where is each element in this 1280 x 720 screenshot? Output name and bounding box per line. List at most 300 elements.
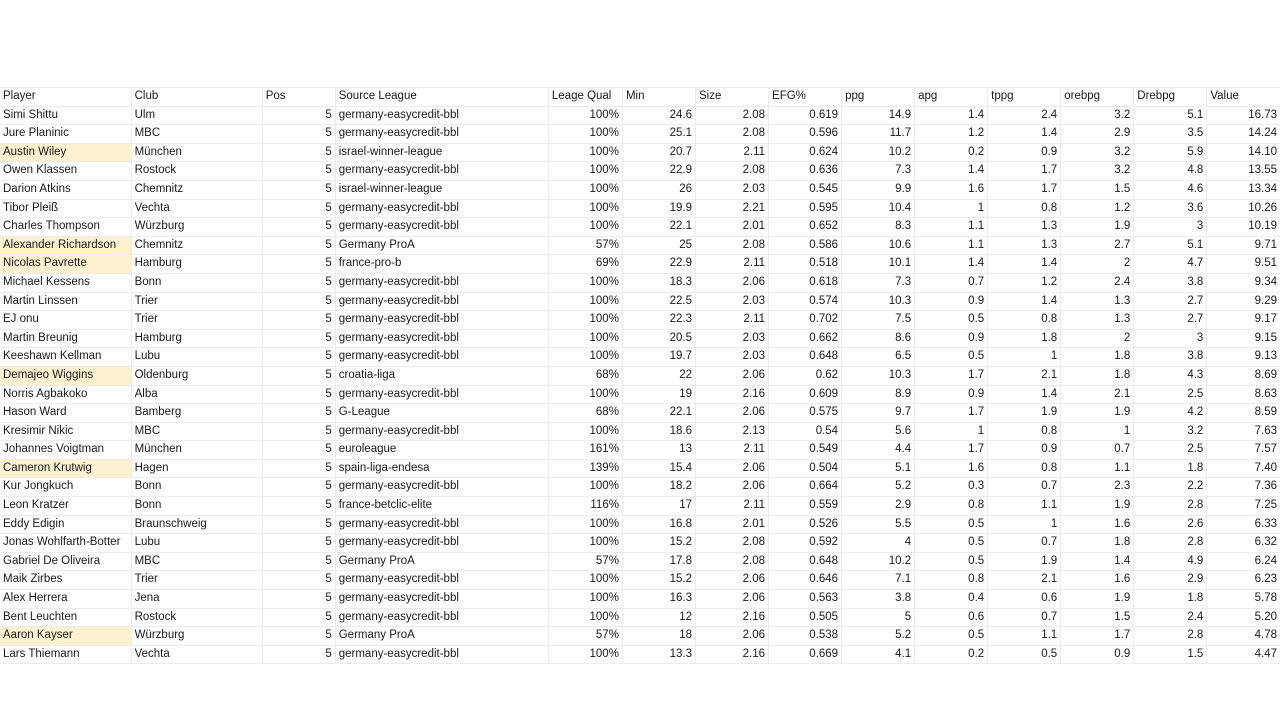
table-cell[interactable]: 0.8 — [988, 459, 1061, 478]
table-cell[interactable]: 0.9 — [1061, 645, 1134, 664]
table-cell[interactable]: Alba — [131, 385, 262, 404]
table-cell[interactable]: 2.9 — [842, 497, 915, 516]
table-cell[interactable]: 4.4 — [842, 441, 915, 460]
table-cell[interactable]: 1.7 — [988, 162, 1061, 181]
table-cell[interactable]: 0.7 — [988, 478, 1061, 497]
table-cell[interactable]: 1.3 — [988, 236, 1061, 255]
table-cell[interactable]: 2.7 — [1061, 236, 1134, 255]
player-name-cell[interactable]: Lars Thiemann — [0, 645, 131, 664]
table-cell[interactable]: 10.3 — [842, 292, 915, 311]
table-cell[interactable]: Bonn — [131, 273, 262, 292]
table-cell[interactable]: 4.78 — [1207, 627, 1280, 646]
table-cell[interactable]: 2.01 — [695, 218, 768, 237]
column-header[interactable]: Pos — [262, 88, 335, 107]
table-cell[interactable]: 5 — [262, 534, 335, 553]
player-name-cell[interactable]: Johannes Voigtman — [0, 441, 131, 460]
table-cell[interactable]: 8.63 — [1207, 385, 1280, 404]
table-cell[interactable]: 5.78 — [1207, 590, 1280, 609]
table-cell[interactable]: 5 — [262, 404, 335, 423]
table-cell[interactable]: 19.7 — [622, 348, 695, 367]
player-name-cell[interactable]: Maik Zirbes — [0, 571, 131, 590]
table-cell[interactable]: euroleague — [335, 441, 548, 460]
table-cell[interactable]: 22.5 — [622, 292, 695, 311]
table-cell[interactable]: 16.3 — [622, 590, 695, 609]
table-cell[interactable]: 9.7 — [842, 404, 915, 423]
table-cell[interactable]: 7.3 — [842, 162, 915, 181]
table-cell[interactable]: 68% — [548, 404, 622, 423]
table-cell[interactable]: 2.9 — [1061, 125, 1134, 144]
table-cell[interactable]: 5.1 — [842, 459, 915, 478]
table-cell[interactable]: 3.2 — [1061, 106, 1134, 125]
table-cell[interactable]: germany-easycredit-bbl — [335, 608, 548, 627]
table-cell[interactable]: Braunschweig — [131, 515, 262, 534]
table-cell[interactable]: 0.505 — [769, 608, 842, 627]
table-cell[interactable]: 1.4 — [988, 292, 1061, 311]
table-cell[interactable]: 10.1 — [842, 255, 915, 274]
table-cell[interactable]: 4.6 — [1134, 180, 1207, 199]
table-cell[interactable]: 0.4 — [915, 590, 988, 609]
table-cell[interactable]: 5 — [262, 627, 335, 646]
column-header[interactable]: apg — [915, 88, 988, 107]
table-cell[interactable]: 139% — [548, 459, 622, 478]
player-name-cell[interactable]: Martin Breunig — [0, 329, 131, 348]
table-cell[interactable]: 2.08 — [695, 552, 768, 571]
table-cell[interactable]: 3.2 — [1061, 162, 1134, 181]
table-cell[interactable]: 5 — [262, 236, 335, 255]
table-cell[interactable]: 19 — [622, 385, 695, 404]
table-cell[interactable]: 0.575 — [769, 404, 842, 423]
table-cell[interactable]: 5 — [262, 218, 335, 237]
table-cell[interactable]: 22.3 — [622, 311, 695, 330]
table-cell[interactable]: Würzburg — [131, 627, 262, 646]
table-cell[interactable]: 9.13 — [1207, 348, 1280, 367]
table-cell[interactable]: 13.55 — [1207, 162, 1280, 181]
player-name-cell[interactable]: Norris Agbakoko — [0, 385, 131, 404]
table-cell[interactable]: 2.6 — [1134, 515, 1207, 534]
table-cell[interactable]: 1.3 — [988, 218, 1061, 237]
table-cell[interactable]: 5 — [262, 422, 335, 441]
table-cell[interactable]: germany-easycredit-bbl — [335, 311, 548, 330]
table-cell[interactable]: 1.4 — [915, 255, 988, 274]
table-cell[interactable]: 0.9 — [988, 143, 1061, 162]
table-cell[interactable]: 1.4 — [1061, 552, 1134, 571]
table-cell[interactable]: 5 — [262, 515, 335, 534]
table-cell[interactable]: 9.17 — [1207, 311, 1280, 330]
table-cell[interactable]: 100% — [548, 348, 622, 367]
column-header[interactable]: Drebpg — [1134, 88, 1207, 107]
player-name-cell[interactable]: Demajeo Wiggins — [0, 366, 131, 385]
table-cell[interactable]: 0.9 — [915, 292, 988, 311]
table-cell[interactable]: Germany ProA — [335, 236, 548, 255]
table-cell[interactable]: 17 — [622, 497, 695, 516]
table-cell[interactable]: 5 — [262, 125, 335, 144]
table-cell[interactable]: 1.8 — [988, 329, 1061, 348]
table-cell[interactable]: germany-easycredit-bbl — [335, 515, 548, 534]
table-cell[interactable]: 8.69 — [1207, 366, 1280, 385]
table-cell[interactable]: 0.595 — [769, 199, 842, 218]
table-cell[interactable]: 2.21 — [695, 199, 768, 218]
table-cell[interactable]: 0.9 — [988, 441, 1061, 460]
table-cell[interactable]: Trier — [131, 311, 262, 330]
table-cell[interactable]: 161% — [548, 441, 622, 460]
table-cell[interactable]: 2.06 — [695, 459, 768, 478]
table-cell[interactable]: 5.9 — [1134, 143, 1207, 162]
table-cell[interactable]: germany-easycredit-bbl — [335, 329, 548, 348]
table-cell[interactable]: 2.8 — [1134, 497, 1207, 516]
table-cell[interactable]: 1.4 — [988, 385, 1061, 404]
table-cell[interactable]: 1.2 — [1061, 199, 1134, 218]
table-cell[interactable]: 3.5 — [1134, 125, 1207, 144]
table-cell[interactable]: 5 — [262, 329, 335, 348]
table-cell[interactable]: 17.8 — [622, 552, 695, 571]
table-cell[interactable]: 0.54 — [769, 422, 842, 441]
column-header[interactable]: EFG% — [769, 88, 842, 107]
table-cell[interactable]: 2.03 — [695, 292, 768, 311]
table-cell[interactable]: 2.4 — [988, 106, 1061, 125]
table-cell[interactable]: 0.5 — [915, 534, 988, 553]
table-cell[interactable]: 4.9 — [1134, 552, 1207, 571]
table-cell[interactable]: 5 — [262, 180, 335, 199]
table-cell[interactable]: MBC — [131, 125, 262, 144]
table-cell[interactable]: 100% — [548, 608, 622, 627]
table-cell[interactable]: 7.36 — [1207, 478, 1280, 497]
table-cell[interactable]: 1.7 — [915, 404, 988, 423]
table-cell[interactable]: 1.3 — [1061, 311, 1134, 330]
table-cell[interactable]: Lubu — [131, 534, 262, 553]
table-cell[interactable]: Chemnitz — [131, 180, 262, 199]
table-cell[interactable]: 100% — [548, 218, 622, 237]
table-cell[interactable]: 2.4 — [1061, 273, 1134, 292]
table-cell[interactable]: 5 — [262, 552, 335, 571]
table-cell[interactable]: 15.2 — [622, 571, 695, 590]
table-cell[interactable]: 2.06 — [695, 478, 768, 497]
table-cell[interactable]: 2.5 — [1134, 385, 1207, 404]
table-cell[interactable]: 2.06 — [695, 273, 768, 292]
table-cell[interactable]: 14.9 — [842, 106, 915, 125]
table-cell[interactable]: 2.11 — [695, 143, 768, 162]
table-cell[interactable]: Ulm — [131, 106, 262, 125]
table-cell[interactable]: 2 — [1061, 255, 1134, 274]
table-cell[interactable]: 0.3 — [915, 478, 988, 497]
table-cell[interactable]: 1.2 — [988, 273, 1061, 292]
table-cell[interactable]: 1.5 — [1061, 608, 1134, 627]
table-cell[interactable]: 2.8 — [1134, 627, 1207, 646]
table-cell[interactable]: Vechta — [131, 199, 262, 218]
table-cell[interactable]: 1.1 — [988, 497, 1061, 516]
table-cell[interactable]: 100% — [548, 478, 622, 497]
table-cell[interactable]: 1.8 — [1134, 590, 1207, 609]
table-cell[interactable]: 25.1 — [622, 125, 695, 144]
player-name-cell[interactable]: Darion Atkins — [0, 180, 131, 199]
table-cell[interactable]: germany-easycredit-bbl — [335, 292, 548, 311]
table-cell[interactable]: 0.7 — [988, 534, 1061, 553]
table-cell[interactable]: 100% — [548, 534, 622, 553]
table-cell[interactable]: 3.2 — [1061, 143, 1134, 162]
table-cell[interactable]: france-betclic-elite — [335, 497, 548, 516]
table-cell[interactable]: 4.7 — [1134, 255, 1207, 274]
table-cell[interactable]: 18.2 — [622, 478, 695, 497]
table-cell[interactable]: 2.03 — [695, 348, 768, 367]
table-cell[interactable]: 100% — [548, 143, 622, 162]
table-cell[interactable]: 14.10 — [1207, 143, 1280, 162]
table-cell[interactable]: 5 — [262, 199, 335, 218]
table-cell[interactable]: 2.4 — [1134, 608, 1207, 627]
table-cell[interactable]: 2.06 — [695, 590, 768, 609]
table-cell[interactable]: 1.8 — [1134, 459, 1207, 478]
table-cell[interactable]: 7.1 — [842, 571, 915, 590]
player-name-cell[interactable]: Tibor Pleiß — [0, 199, 131, 218]
table-cell[interactable]: 0.549 — [769, 441, 842, 460]
column-header[interactable]: tppg — [988, 88, 1061, 107]
table-cell[interactable]: 2.3 — [1061, 478, 1134, 497]
table-cell[interactable]: 5 — [262, 497, 335, 516]
table-cell[interactable]: 2.06 — [695, 627, 768, 646]
table-cell[interactable]: 5 — [262, 143, 335, 162]
table-cell[interactable]: 26 — [622, 180, 695, 199]
table-cell[interactable]: 20.5 — [622, 329, 695, 348]
table-cell[interactable]: 3 — [1134, 218, 1207, 237]
table-cell[interactable]: München — [131, 441, 262, 460]
table-cell[interactable]: 6.23 — [1207, 571, 1280, 590]
table-cell[interactable]: germany-easycredit-bbl — [335, 199, 548, 218]
table-cell[interactable]: 0.586 — [769, 236, 842, 255]
table-cell[interactable]: 0.2 — [915, 143, 988, 162]
table-cell[interactable]: germany-easycredit-bbl — [335, 534, 548, 553]
table-cell[interactable]: 2.03 — [695, 329, 768, 348]
table-cell[interactable]: 116% — [548, 497, 622, 516]
table-cell[interactable]: 5.2 — [842, 627, 915, 646]
column-header[interactable]: ppg — [842, 88, 915, 107]
table-cell[interactable]: 0.526 — [769, 515, 842, 534]
table-cell[interactable]: 2.06 — [695, 366, 768, 385]
table-cell[interactable]: Trier — [131, 571, 262, 590]
table-cell[interactable]: 0.559 — [769, 497, 842, 516]
table-cell[interactable]: Bonn — [131, 497, 262, 516]
table-cell[interactable]: 8.59 — [1207, 404, 1280, 423]
table-cell[interactable]: 7.57 — [1207, 441, 1280, 460]
player-name-cell[interactable]: Simi Shittu — [0, 106, 131, 125]
table-cell[interactable]: 0.9 — [915, 385, 988, 404]
table-cell[interactable]: 2.08 — [695, 236, 768, 255]
table-cell[interactable]: 22.1 — [622, 404, 695, 423]
table-cell[interactable]: 1.6 — [1061, 515, 1134, 534]
table-cell[interactable]: 3.6 — [1134, 199, 1207, 218]
table-cell[interactable]: 0.6 — [915, 608, 988, 627]
table-cell[interactable]: 1.1 — [988, 627, 1061, 646]
table-cell[interactable]: 1.1 — [915, 236, 988, 255]
table-cell[interactable]: 1.7 — [1061, 627, 1134, 646]
player-name-cell[interactable]: Kresimir Nikic — [0, 422, 131, 441]
table-cell[interactable]: 2.16 — [695, 385, 768, 404]
table-cell[interactable]: 2.1 — [1061, 385, 1134, 404]
table-cell[interactable]: 25 — [622, 236, 695, 255]
table-cell[interactable]: 0.62 — [769, 366, 842, 385]
table-cell[interactable]: Vechta — [131, 645, 262, 664]
table-cell[interactable]: 0.574 — [769, 292, 842, 311]
table-cell[interactable]: 1 — [988, 348, 1061, 367]
table-cell[interactable]: 1.9 — [1061, 404, 1134, 423]
column-header[interactable]: Leage Qual — [548, 88, 622, 107]
table-cell[interactable]: 2.08 — [695, 125, 768, 144]
table-cell[interactable]: Chemnitz — [131, 236, 262, 255]
table-cell[interactable]: 0.702 — [769, 311, 842, 330]
table-cell[interactable]: 5 — [262, 459, 335, 478]
table-cell[interactable]: 10.3 — [842, 366, 915, 385]
table-cell[interactable]: Hamburg — [131, 255, 262, 274]
table-cell[interactable]: 2.13 — [695, 422, 768, 441]
table-cell[interactable]: germany-easycredit-bbl — [335, 162, 548, 181]
table-cell[interactable]: 10.4 — [842, 199, 915, 218]
table-cell[interactable]: 1.6 — [1061, 571, 1134, 590]
table-cell[interactable]: Germany ProA — [335, 627, 548, 646]
table-cell[interactable]: 18.3 — [622, 273, 695, 292]
player-name-cell[interactable]: Cameron Krutwig — [0, 459, 131, 478]
table-cell[interactable]: 100% — [548, 422, 622, 441]
table-cell[interactable]: 9.29 — [1207, 292, 1280, 311]
table-cell[interactable]: 8.6 — [842, 329, 915, 348]
table-cell[interactable]: 0.8 — [988, 422, 1061, 441]
table-cell[interactable]: 100% — [548, 199, 622, 218]
table-cell[interactable]: 18 — [622, 627, 695, 646]
table-cell[interactable]: 2.11 — [695, 497, 768, 516]
table-cell[interactable]: Jena — [131, 590, 262, 609]
table-cell[interactable]: 5.20 — [1207, 608, 1280, 627]
table-cell[interactable]: 1 — [915, 199, 988, 218]
table-cell[interactable]: 6.24 — [1207, 552, 1280, 571]
table-cell[interactable]: 0.2 — [915, 645, 988, 664]
table-cell[interactable]: 0.538 — [769, 627, 842, 646]
table-cell[interactable]: 0.5 — [915, 552, 988, 571]
table-cell[interactable]: 10.2 — [842, 552, 915, 571]
table-cell[interactable]: 0.7 — [1061, 441, 1134, 460]
player-name-cell[interactable]: Hason Ward — [0, 404, 131, 423]
table-cell[interactable]: 100% — [548, 645, 622, 664]
table-cell[interactable]: 1 — [1061, 422, 1134, 441]
table-cell[interactable]: germany-easycredit-bbl — [335, 571, 548, 590]
table-cell[interactable]: 57% — [548, 236, 622, 255]
table-cell[interactable]: 13.3 — [622, 645, 695, 664]
table-cell[interactable]: 100% — [548, 571, 622, 590]
player-name-cell[interactable]: Bent Leuchten — [0, 608, 131, 627]
table-cell[interactable]: 5 — [262, 106, 335, 125]
table-cell[interactable]: Oldenburg — [131, 366, 262, 385]
table-cell[interactable]: 6.5 — [842, 348, 915, 367]
table-cell[interactable]: Trier — [131, 292, 262, 311]
table-cell[interactable]: 2.06 — [695, 404, 768, 423]
table-cell[interactable]: 2.01 — [695, 515, 768, 534]
table-cell[interactable]: 14.24 — [1207, 125, 1280, 144]
table-cell[interactable]: 24.6 — [622, 106, 695, 125]
table-cell[interactable]: 9.9 — [842, 180, 915, 199]
table-cell[interactable]: 5.6 — [842, 422, 915, 441]
table-cell[interactable]: 0.662 — [769, 329, 842, 348]
column-header[interactable]: Size — [695, 88, 768, 107]
player-name-cell[interactable]: Nicolas Pavrette — [0, 255, 131, 274]
table-cell[interactable]: 1.1 — [915, 218, 988, 237]
table-cell[interactable]: 2.16 — [695, 645, 768, 664]
table-cell[interactable]: 1.2 — [915, 125, 988, 144]
table-cell[interactable]: germany-easycredit-bbl — [335, 273, 548, 292]
column-header[interactable]: Club — [131, 88, 262, 107]
player-name-cell[interactable]: Aaron Kayser — [0, 627, 131, 646]
table-cell[interactable]: 0.8 — [915, 571, 988, 590]
table-cell[interactable]: 0.5 — [915, 627, 988, 646]
table-cell[interactable]: 1.9 — [1061, 590, 1134, 609]
column-header[interactable]: Min — [622, 88, 695, 107]
table-cell[interactable]: 1.9 — [1061, 218, 1134, 237]
table-cell[interactable]: 13.34 — [1207, 180, 1280, 199]
table-cell[interactable]: 8.9 — [842, 385, 915, 404]
table-cell[interactable]: 1.8 — [1061, 534, 1134, 553]
table-cell[interactable]: germany-easycredit-bbl — [335, 385, 548, 404]
table-cell[interactable]: 1.4 — [915, 162, 988, 181]
table-cell[interactable]: 5 — [262, 292, 335, 311]
table-cell[interactable]: 5 — [262, 162, 335, 181]
player-name-cell[interactable]: Austin Wiley — [0, 143, 131, 162]
table-cell[interactable]: 0.8 — [988, 311, 1061, 330]
table-cell[interactable]: 1.3 — [1061, 292, 1134, 311]
table-cell[interactable]: france-pro-b — [335, 255, 548, 274]
table-cell[interactable]: 0.6 — [988, 590, 1061, 609]
table-cell[interactable]: israel-winner-league — [335, 180, 548, 199]
table-cell[interactable]: 0.563 — [769, 590, 842, 609]
table-cell[interactable]: 3.2 — [1134, 422, 1207, 441]
table-cell[interactable]: 2.08 — [695, 106, 768, 125]
table-cell[interactable]: 1 — [988, 515, 1061, 534]
table-cell[interactable]: 100% — [548, 292, 622, 311]
table-cell[interactable]: 7.3 — [842, 273, 915, 292]
table-cell[interactable]: 5 — [262, 608, 335, 627]
table-cell[interactable]: 0.669 — [769, 645, 842, 664]
table-cell[interactable]: 19.9 — [622, 199, 695, 218]
player-name-cell[interactable]: Leon Kratzer — [0, 497, 131, 516]
table-cell[interactable]: 9.51 — [1207, 255, 1280, 274]
table-cell[interactable]: 0.8 — [988, 199, 1061, 218]
table-cell[interactable]: 0.545 — [769, 180, 842, 199]
table-cell[interactable]: Bonn — [131, 478, 262, 497]
table-cell[interactable]: 3.8 — [842, 590, 915, 609]
table-cell[interactable]: 2.08 — [695, 534, 768, 553]
table-cell[interactable]: 5 — [262, 348, 335, 367]
player-name-cell[interactable]: EJ onu — [0, 311, 131, 330]
table-cell[interactable]: 100% — [548, 385, 622, 404]
table-cell[interactable]: 0.619 — [769, 106, 842, 125]
table-cell[interactable]: 1.7 — [915, 441, 988, 460]
table-cell[interactable]: 22.1 — [622, 218, 695, 237]
table-cell[interactable]: 2.1 — [988, 571, 1061, 590]
table-cell[interactable]: 4.1 — [842, 645, 915, 664]
table-cell[interactable]: germany-easycredit-bbl — [335, 590, 548, 609]
table-cell[interactable]: 100% — [548, 515, 622, 534]
table-cell[interactable]: 2.7 — [1134, 311, 1207, 330]
table-cell[interactable]: 5.1 — [1134, 236, 1207, 255]
table-cell[interactable]: 2.5 — [1134, 441, 1207, 460]
table-cell[interactable]: 0.7 — [915, 273, 988, 292]
table-cell[interactable]: 1.1 — [1061, 459, 1134, 478]
table-cell[interactable]: 9.34 — [1207, 273, 1280, 292]
table-cell[interactable]: 2.9 — [1134, 571, 1207, 590]
table-cell[interactable]: 18.6 — [622, 422, 695, 441]
table-cell[interactable]: MBC — [131, 552, 262, 571]
table-cell[interactable]: 0.5 — [915, 515, 988, 534]
column-header[interactable]: Source League — [335, 88, 548, 107]
table-cell[interactable]: 1.9 — [988, 552, 1061, 571]
table-cell[interactable]: 8.3 — [842, 218, 915, 237]
table-cell[interactable]: 1.9 — [1061, 497, 1134, 516]
table-cell[interactable]: 0.596 — [769, 125, 842, 144]
table-cell[interactable]: 6.33 — [1207, 515, 1280, 534]
table-cell[interactable]: G-League — [335, 404, 548, 423]
